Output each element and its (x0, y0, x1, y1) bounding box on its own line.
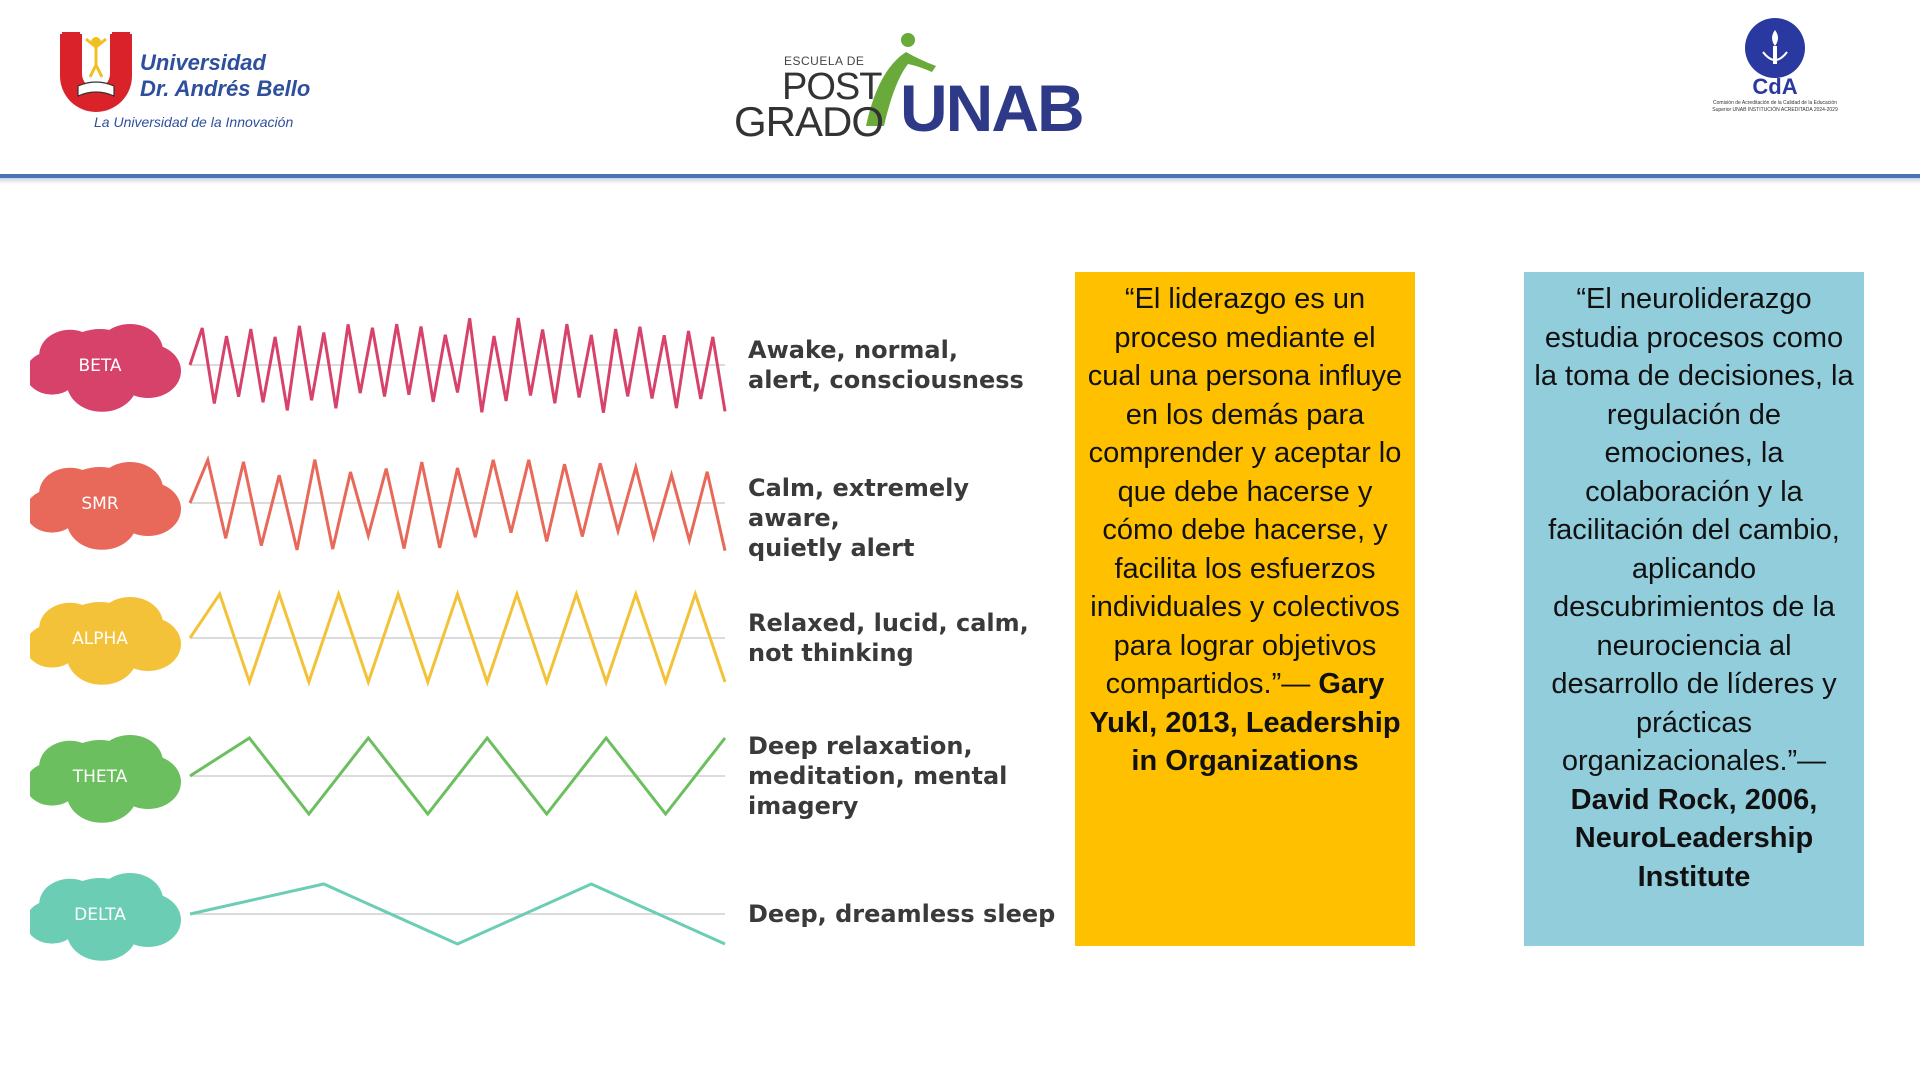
escuela-de-text: ESCUELA DE (784, 54, 865, 68)
cda-text: CdA (1752, 74, 1798, 99)
unab-name-line1: Universidad (140, 50, 266, 75)
header-shadow (0, 178, 1920, 184)
wave-name-smr: SMR (81, 494, 119, 514)
wave-name-delta: DELTA (74, 905, 126, 925)
wave-description-smr: Calm, extremely aware, quietly alert (748, 474, 970, 562)
post-text: POST (782, 66, 882, 108)
grado-text: GRADO (734, 98, 884, 145)
quote-text-rock: “El neuroliderazgo estudia procesos como la toma de decisiones, la regulación de emociones, la colaboración y la facilitación del cambio, aplicando descubrimientos de la neurociencia al desarrollo de líderes y prácticas organizacionales.”— (1534, 283, 1854, 777)
wave-line-smr (190, 460, 725, 551)
wave-description-theta: Deep relaxation, meditation, mental imagery (748, 732, 1008, 820)
cda-circle-icon (1745, 18, 1805, 78)
wave-description-beta: Awake, normal, alert, consciousness (748, 336, 1024, 394)
unab-tagline: La Universidad de la Innovación (94, 114, 294, 130)
torch-icon (1745, 18, 1805, 78)
wave-name-alpha: ALPHA (72, 629, 128, 649)
cda-fine-print: Comisión de Acreditación de la Calidad de la Educación Superior UNAB INSTITUCIÓN ACREDITADA 2024-2029 (1712, 100, 1838, 113)
brain-waves-figure (30, 290, 1060, 980)
wave-name-beta: BETA (78, 356, 122, 376)
universidad-andres-bello-logo (56, 28, 356, 138)
unab-emblem-icon (56, 28, 136, 112)
unab-name-line2: Dr. Andrés Bello (140, 76, 311, 101)
escuela-postgrado-unab-logo (730, 30, 1083, 145)
wave-description-alpha: Relaxed, lucid, calm, not thinking (748, 609, 1029, 667)
brain-waves-svg (30, 290, 750, 980)
quote-author-rock: David Rock, 2006, NeuroLeadership Institute (1570, 783, 1818, 893)
unab-wordmark: UNAB (900, 71, 1083, 145)
quote-text-yukl: “El liderazgo es un proceso mediante el cual una persona influye en los demás para comprender y aceptar lo que debe hacerse y cómo debe hacerse, y facilita los esfuerzos individuales y colectivos para lograr objetivos compartidos.”— (1087, 283, 1403, 700)
header (0, 0, 1920, 176)
quote-author-yukl: Gary Yukl, 2013, Leadership in Organizations (1089, 668, 1401, 777)
wave-name-theta: THETA (72, 767, 128, 787)
cda-accreditation-logo (1712, 16, 1838, 146)
quote-box-rock (1524, 272, 1864, 946)
quote-box-yukl (1075, 272, 1415, 946)
unab-name (140, 50, 310, 102)
wave-description-delta: Deep, dreamless sleep (748, 900, 1056, 928)
